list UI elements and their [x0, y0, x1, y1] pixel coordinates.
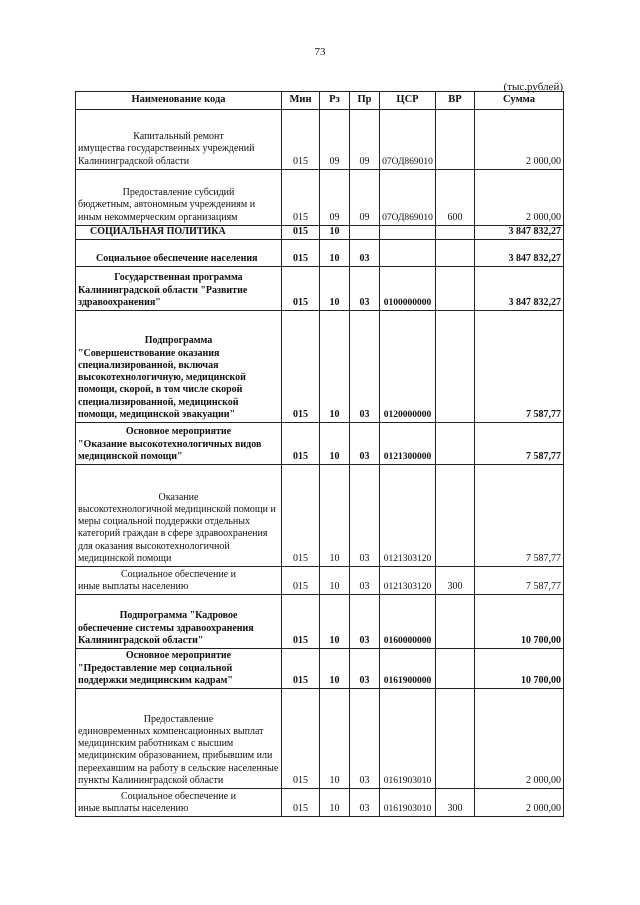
row-csr: 07ОД869010 — [380, 170, 436, 226]
row-sum: 2 000,00 — [475, 110, 564, 170]
units-label: (тыс.рублей) — [503, 81, 563, 93]
row-csr: 0161903010 — [380, 689, 436, 789]
row-rz: 10 — [320, 226, 350, 240]
row-name-first: Предоставление — [143, 713, 214, 725]
row-rz: 10 — [320, 567, 350, 595]
row-name-first: Основное мероприятие — [125, 650, 232, 662]
row-rz: 10 — [320, 267, 350, 311]
row-name-rest: имущества государственных учреждений Калининградской области — [78, 143, 255, 167]
row-vr — [436, 689, 475, 789]
row-rz: 10 — [320, 311, 350, 423]
row-name-first: Капитальный ремонт — [133, 131, 224, 143]
row-vr — [436, 465, 475, 567]
row-name — [76, 649, 282, 689]
row-pr: 03 — [350, 595, 380, 649]
page-number: 73 — [314, 46, 326, 58]
row-pr: 03 — [350, 789, 380, 817]
row-csr — [380, 240, 436, 267]
row-name-first: Социальное обеспечение и — [121, 790, 236, 802]
row-vr: 300 — [436, 789, 475, 817]
row-name — [76, 311, 282, 423]
row-name-rest: бюджетным, автономным учреждениям и иным некоммерческим организациям — [78, 199, 256, 223]
row-min: 015 — [282, 240, 320, 267]
table-row — [76, 110, 564, 170]
row-name-rest: "Предоставление мер социальной поддержки медицинским кадрам" — [78, 662, 233, 686]
table-row — [76, 689, 564, 789]
row-min: 015 — [282, 110, 320, 170]
table-row — [76, 170, 564, 226]
row-csr: 0121303120 — [380, 567, 436, 595]
row-min: 015 — [282, 465, 320, 567]
table-row — [76, 465, 564, 567]
row-min: 015 — [282, 423, 320, 465]
row-name-rest: обеспечение системы здравоохранения Калининградской области" — [78, 622, 254, 646]
row-pr: 03 — [350, 267, 380, 311]
row-rz: 10 — [320, 595, 350, 649]
row-vr: 300 — [436, 567, 475, 595]
row-name — [76, 423, 282, 465]
row-vr — [436, 595, 475, 649]
row-sum: 3 847 832,27 — [475, 226, 564, 240]
row-sum: 7 587,77 — [475, 423, 564, 465]
row-name — [76, 689, 282, 789]
row-name — [76, 595, 282, 649]
row-name-rest: СОЦИАЛЬНАЯ ПОЛИТИКА — [90, 226, 226, 237]
row-name-first: Оказание — [158, 491, 199, 503]
row-name-first: Основное мероприятие — [125, 426, 232, 438]
row-name-rest: иные выплаты населению — [78, 803, 189, 814]
header-rz: Рз — [320, 92, 350, 110]
row-csr — [380, 226, 436, 240]
row-csr: 0120000000 — [380, 311, 436, 423]
row-name-rest: единовременных компенсационных выплат медицинским работникам с высшим медицинским образованием, прибывшим или переехавшим на работу в сельские населенные пункты Калининградской области — [78, 725, 279, 786]
row-csr: 0121303120 — [380, 465, 436, 567]
table-row — [76, 311, 564, 423]
row-csr: 0161900000 — [380, 649, 436, 689]
row-vr — [436, 110, 475, 170]
row-rz: 10 — [320, 465, 350, 567]
header-pr: Пр — [350, 92, 380, 110]
row-pr: 03 — [350, 689, 380, 789]
row-pr: 03 — [350, 311, 380, 423]
row-name — [76, 240, 282, 267]
row-min: 015 — [282, 595, 320, 649]
row-vr — [436, 423, 475, 465]
row-name-first: Социальное обеспечение и — [121, 568, 236, 580]
row-min: 015 — [282, 649, 320, 689]
row-pr: 03 — [350, 649, 380, 689]
row-min: 015 — [282, 311, 320, 423]
row-rz: 09 — [320, 170, 350, 226]
row-sum: 7 587,77 — [475, 465, 564, 567]
row-name-rest: "Оказание высокотехнологичных видов медицинской помощи" — [78, 438, 262, 462]
row-sum: 10 700,00 — [475, 649, 564, 689]
row-pr: 03 — [350, 465, 380, 567]
row-rz: 09 — [320, 110, 350, 170]
row-vr — [436, 267, 475, 311]
row-vr — [436, 226, 475, 240]
row-min: 015 — [282, 567, 320, 595]
table-row — [76, 595, 564, 649]
row-vr: 600 — [436, 170, 475, 226]
row-name-rest: "Совершенствование оказания специализированной, включая высокотехнологичную, медицинской помощи, скорой, в том числе скорой специализированной, медицинской помощи, медицинской эвакуации" — [78, 347, 246, 420]
row-csr: 0161903010 — [380, 789, 436, 817]
table-row — [76, 649, 564, 689]
table-row — [76, 267, 564, 311]
row-name — [76, 567, 282, 595]
row-name-rest: Социальное обеспечение населения — [96, 253, 258, 264]
table-row — [76, 240, 564, 267]
row-csr: 07ОД869010 — [380, 110, 436, 170]
row-sum: 2 000,00 — [475, 789, 564, 817]
table-row — [76, 423, 564, 465]
row-name-first: Подпрограмма — [144, 335, 213, 347]
table-header-row — [76, 92, 564, 110]
row-rz: 10 — [320, 240, 350, 267]
row-min: 015 — [282, 170, 320, 226]
row-pr: 09 — [350, 170, 380, 226]
row-min: 015 — [282, 267, 320, 311]
header-vr: ВР — [436, 92, 475, 110]
row-name — [76, 226, 282, 240]
row-vr — [436, 649, 475, 689]
header-min: Мин — [282, 92, 320, 110]
header-name: Наименование кода — [76, 92, 282, 110]
row-name — [76, 267, 282, 311]
table-row — [76, 789, 564, 817]
row-csr: 0160000000 — [380, 595, 436, 649]
row-pr: 03 — [350, 567, 380, 595]
row-min: 015 — [282, 689, 320, 789]
row-name — [76, 465, 282, 567]
row-name-rest: Калининградской области "Развитие здравоохранения" — [78, 284, 248, 308]
row-sum: 3 847 832,27 — [475, 267, 564, 311]
row-min: 015 — [282, 789, 320, 817]
row-vr — [436, 240, 475, 267]
row-rz: 10 — [320, 649, 350, 689]
row-rz: 10 — [320, 689, 350, 789]
header-csr: ЦСР — [380, 92, 436, 110]
row-name — [76, 789, 282, 817]
row-name-first: Подпрограмма "Кадровое — [119, 610, 238, 622]
row-min: 015 — [282, 226, 320, 240]
row-name-rest: высокотехнологичной медицинской помощи и меры социальной поддержки отдельных категорий граждан в сфере здравоохранения для оказания высокотехнологичной медицинской помощи — [78, 503, 276, 564]
row-name-first: Предоставление субсидий — [122, 187, 235, 199]
row-name-rest: иные выплаты населению — [78, 581, 189, 592]
row-pr: 03 — [350, 423, 380, 465]
row-sum: 7 587,77 — [475, 567, 564, 595]
row-name — [76, 110, 282, 170]
row-sum: 3 847 832,27 — [475, 240, 564, 267]
row-pr: 09 — [350, 110, 380, 170]
table-row — [76, 567, 564, 595]
budget-table — [75, 91, 564, 817]
header-sum: Сумма — [475, 92, 564, 110]
row-rz: 10 — [320, 423, 350, 465]
row-csr: 0121300000 — [380, 423, 436, 465]
row-sum: 2 000,00 — [475, 170, 564, 226]
row-rz: 10 — [320, 789, 350, 817]
table-row — [76, 226, 564, 240]
row-sum: 7 587,77 — [475, 311, 564, 423]
row-sum: 2 000,00 — [475, 689, 564, 789]
row-csr: 0100000000 — [380, 267, 436, 311]
row-pr: 03 — [350, 240, 380, 267]
row-vr — [436, 311, 475, 423]
row-pr — [350, 226, 380, 240]
row-name-first: Государственная программа — [114, 272, 243, 284]
row-sum: 10 700,00 — [475, 595, 564, 649]
row-name — [76, 170, 282, 226]
